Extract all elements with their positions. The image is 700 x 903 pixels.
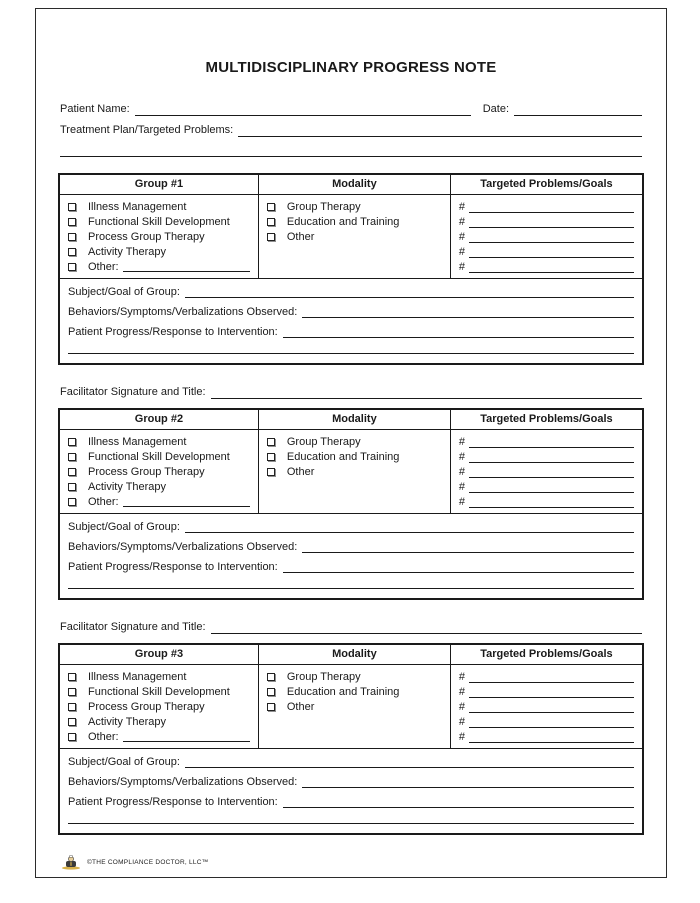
goal-field[interactable] — [469, 497, 634, 508]
progress-label: Patient Progress/Response to Intervention: — [68, 796, 278, 808]
goal-prefix: # — [458, 231, 466, 243]
option-row — [267, 201, 442, 213]
goal-field[interactable] — [469, 717, 634, 728]
option-label: Functional Skill Development — [88, 686, 230, 698]
option-row — [267, 671, 442, 683]
option-label: Process Group Therapy — [88, 466, 205, 478]
form-border — [35, 8, 667, 878]
goal-prefix: # — [458, 436, 466, 448]
goal-prefix: # — [458, 701, 466, 713]
group-1-header-row — [60, 175, 642, 195]
checkbox-other[interactable] — [68, 263, 76, 271]
goal-row — [459, 216, 634, 228]
progress-field[interactable] — [283, 560, 634, 573]
option-label: Other: — [88, 496, 119, 508]
checkbox-education-and-training[interactable] — [267, 218, 275, 226]
goal-prefix: # — [458, 466, 466, 478]
modality-header: Modality — [258, 645, 450, 664]
option-row — [68, 451, 250, 463]
checkbox-other[interactable] — [68, 498, 76, 506]
checkbox-modality-other[interactable] — [267, 468, 275, 476]
checkbox-illness-management[interactable] — [68, 203, 76, 211]
option-row — [68, 686, 250, 698]
facilitator-row — [60, 385, 642, 399]
option-row — [68, 261, 250, 273]
option-label: Other — [286, 701, 315, 713]
option-label: Process Group Therapy — [88, 701, 205, 713]
checkbox-process-group-therapy[interactable] — [68, 233, 76, 241]
modality-options-column — [258, 665, 450, 748]
option-label: Process Group Therapy — [88, 231, 205, 243]
behaviors-row — [60, 769, 642, 789]
option-label: Group Therapy — [286, 201, 361, 213]
goal-row — [459, 731, 634, 743]
group-options-column — [60, 430, 258, 513]
option-row — [267, 466, 442, 478]
behaviors-field[interactable] — [302, 540, 634, 553]
subject-goal-field[interactable] — [185, 755, 634, 768]
checkbox-process-group-therapy[interactable] — [68, 703, 76, 711]
goal-row — [459, 231, 634, 243]
behaviors-row — [60, 534, 642, 554]
goal-field[interactable] — [469, 262, 634, 273]
goal-prefix: # — [458, 201, 466, 213]
option-row — [68, 481, 250, 493]
treatment-plan-field[interactable] — [238, 124, 642, 137]
copyright-text: ©THE COMPLIANCE DOCTOR, LLC™ — [87, 859, 209, 866]
behaviors-label: Behaviors/Symptoms/Verbalizations Observed: — [68, 776, 298, 788]
group-options-column — [60, 195, 258, 278]
goal-prefix: # — [458, 671, 466, 683]
option-label: Functional Skill Development — [88, 451, 230, 463]
checkbox-group-therapy[interactable] — [267, 673, 275, 681]
facilitator-label: Facilitator Signature and Title: — [60, 621, 206, 633]
goal-row — [459, 436, 634, 448]
goal-row — [459, 466, 634, 478]
option-label: Illness Management — [88, 436, 187, 448]
goal-prefix: # — [458, 216, 466, 228]
progress-row-2 — [60, 339, 642, 355]
facilitator-signature-field[interactable] — [211, 386, 642, 399]
option-label: Illness Management — [88, 201, 187, 213]
group-header: Group #3 — [134, 648, 184, 660]
progress-row — [60, 319, 642, 339]
targeted-problems-header: Targeted Problems/Goals — [450, 410, 642, 429]
modality-header: Modality — [258, 410, 450, 429]
behaviors-field[interactable] — [302, 775, 634, 788]
goal-field[interactable] — [469, 672, 634, 683]
goal-field[interactable] — [469, 217, 634, 228]
checkbox-other[interactable] — [68, 733, 76, 741]
goal-row — [459, 496, 634, 508]
goal-field[interactable] — [469, 452, 634, 463]
checkbox-functional-skill-development[interactable] — [68, 453, 76, 461]
subject-goal-field[interactable] — [185, 285, 634, 298]
behaviors-label: Behaviors/Symptoms/Verbalizations Observed: — [68, 541, 298, 553]
checkbox-group-therapy[interactable] — [267, 203, 275, 211]
option-row — [68, 671, 250, 683]
goal-field[interactable] — [469, 437, 634, 448]
goal-row — [459, 451, 634, 463]
progress-row-2 — [60, 809, 642, 825]
progress-row — [60, 554, 642, 574]
option-label: Activity Therapy — [88, 246, 167, 258]
targeted-problems-header: Targeted Problems/Goals — [450, 175, 642, 194]
date-label: Date: — [482, 103, 509, 115]
checkbox-activity-therapy[interactable] — [68, 483, 76, 491]
facilitator-label: Facilitator Signature and Title: — [60, 386, 206, 398]
progress-label: Patient Progress/Response to Intervention: — [68, 326, 278, 338]
progress-row — [60, 789, 642, 809]
option-label: Group Therapy — [286, 671, 361, 683]
option-label: Other: — [88, 261, 119, 273]
option-row — [267, 451, 442, 463]
option-row — [267, 436, 442, 448]
progress-field-line2[interactable] — [68, 811, 634, 824]
goal-prefix: # — [458, 731, 466, 743]
group-3-table — [58, 643, 644, 835]
group-3-header-row — [60, 645, 642, 665]
goal-prefix: # — [458, 451, 466, 463]
goal-prefix: # — [458, 481, 466, 493]
option-row — [68, 216, 250, 228]
treatment-plan-row — [60, 123, 642, 137]
option-row — [267, 701, 442, 713]
checkbox-education-and-training[interactable] — [267, 453, 275, 461]
subject-goal-label: Subject/Goal of Group: — [68, 286, 180, 298]
group-3-columns — [60, 665, 642, 749]
progress-field-line2[interactable] — [68, 576, 634, 589]
group-options-column — [60, 665, 258, 748]
modality-options-column — [258, 430, 450, 513]
option-label: Other — [286, 231, 315, 243]
other-field[interactable] — [123, 497, 250, 507]
option-row — [68, 701, 250, 713]
checkbox-group-therapy[interactable] — [267, 438, 275, 446]
goal-row — [459, 261, 634, 273]
page-title: MULTIDISCIPLINARY PROGRESS NOTE — [205, 59, 497, 76]
facilitator-row — [60, 620, 642, 634]
checkbox-modality-other[interactable] — [267, 703, 275, 711]
goal-field[interactable] — [469, 232, 634, 243]
group-1-columns — [60, 195, 642, 279]
treatment-plan-row-2 — [60, 144, 642, 157]
subject-goal-row — [60, 514, 642, 534]
goal-field[interactable] — [469, 687, 634, 698]
checkbox-functional-skill-development[interactable] — [68, 688, 76, 696]
goal-prefix: # — [458, 686, 466, 698]
option-label: Education and Training — [286, 686, 400, 698]
option-label: Functional Skill Development — [88, 216, 230, 228]
option-row — [68, 716, 250, 728]
progress-row-2 — [60, 574, 642, 590]
progress-field[interactable] — [283, 795, 634, 808]
option-row — [267, 231, 442, 243]
option-row — [68, 731, 250, 743]
other-field[interactable] — [123, 732, 250, 742]
goals-column — [450, 430, 642, 513]
goal-row — [459, 201, 634, 213]
option-row — [68, 496, 250, 508]
goal-field[interactable] — [469, 467, 634, 478]
goal-row — [459, 701, 634, 713]
group-1-table — [58, 173, 644, 365]
group-2-table — [58, 408, 644, 600]
goal-field[interactable] — [469, 702, 634, 713]
checkbox-illness-management[interactable] — [68, 438, 76, 446]
checkbox-education-and-training[interactable] — [267, 688, 275, 696]
option-row — [267, 216, 442, 228]
group-2-header-row — [60, 410, 642, 430]
subject-goal-label: Subject/Goal of Group: — [68, 756, 180, 768]
group-header: Group #1 — [134, 178, 184, 190]
group-2-columns — [60, 430, 642, 514]
modality-header: Modality — [258, 175, 450, 194]
subject-goal-row — [60, 749, 642, 769]
goal-field[interactable] — [469, 732, 634, 743]
option-label: Education and Training — [286, 451, 400, 463]
treatment-plan-label: Treatment Plan/Targeted Problems: — [60, 124, 234, 136]
subject-goal-label: Subject/Goal of Group: — [68, 521, 180, 533]
goal-prefix: # — [458, 716, 466, 728]
patient-name-field[interactable] — [135, 103, 471, 116]
targeted-problems-header: Targeted Problems/Goals — [450, 645, 642, 664]
compliance-doctor-logo-icon — [60, 855, 82, 870]
option-label: Illness Management — [88, 671, 187, 683]
option-label: Other: — [88, 731, 119, 743]
facilitator-signature-field[interactable] — [211, 621, 642, 634]
option-label: Activity Therapy — [88, 481, 167, 493]
other-field[interactable] — [123, 262, 250, 272]
group-header: Group #2 — [134, 413, 184, 425]
date-field[interactable] — [514, 103, 642, 116]
goal-row — [459, 716, 634, 728]
goal-field[interactable] — [469, 247, 634, 258]
goal-prefix: # — [458, 261, 466, 273]
behaviors-row — [60, 299, 642, 319]
progress-label: Patient Progress/Response to Intervention: — [68, 561, 278, 573]
option-label: Education and Training — [286, 216, 400, 228]
subject-goal-row — [60, 279, 642, 299]
goals-column — [450, 665, 642, 748]
checkbox-illness-management[interactable] — [68, 673, 76, 681]
checkbox-modality-other[interactable] — [267, 233, 275, 241]
option-label: Other — [286, 466, 315, 478]
option-label: Group Therapy — [286, 436, 361, 448]
goal-row — [459, 671, 634, 683]
progress-field[interactable] — [283, 325, 634, 338]
option-label: Activity Therapy — [88, 716, 167, 728]
option-row — [68, 436, 250, 448]
option-row — [68, 466, 250, 478]
checkbox-activity-therapy[interactable] — [68, 248, 76, 256]
goal-row — [459, 246, 634, 258]
subject-goal-field[interactable] — [185, 520, 634, 533]
goal-field[interactable] — [469, 202, 634, 213]
patient-name-label: Patient Name: — [60, 103, 130, 115]
footer — [60, 855, 644, 870]
option-row — [68, 201, 250, 213]
option-row — [68, 246, 250, 258]
patient-date-row — [60, 102, 642, 116]
option-row — [68, 231, 250, 243]
behaviors-field[interactable] — [302, 305, 634, 318]
goal-field[interactable] — [469, 482, 634, 493]
goal-prefix: # — [458, 246, 466, 258]
goals-column — [450, 195, 642, 278]
behaviors-label: Behaviors/Symptoms/Verbalizations Observed: — [68, 306, 298, 318]
goal-prefix: # — [458, 496, 466, 508]
checkbox-functional-skill-development[interactable] — [68, 218, 76, 226]
option-row — [267, 686, 442, 698]
goal-row — [459, 481, 634, 493]
goal-row — [459, 686, 634, 698]
progress-field-line2[interactable] — [68, 341, 634, 354]
checkbox-activity-therapy[interactable] — [68, 718, 76, 726]
treatment-plan-field-line2[interactable] — [60, 144, 642, 157]
checkbox-process-group-therapy[interactable] — [68, 468, 76, 476]
modality-options-column — [258, 195, 450, 278]
